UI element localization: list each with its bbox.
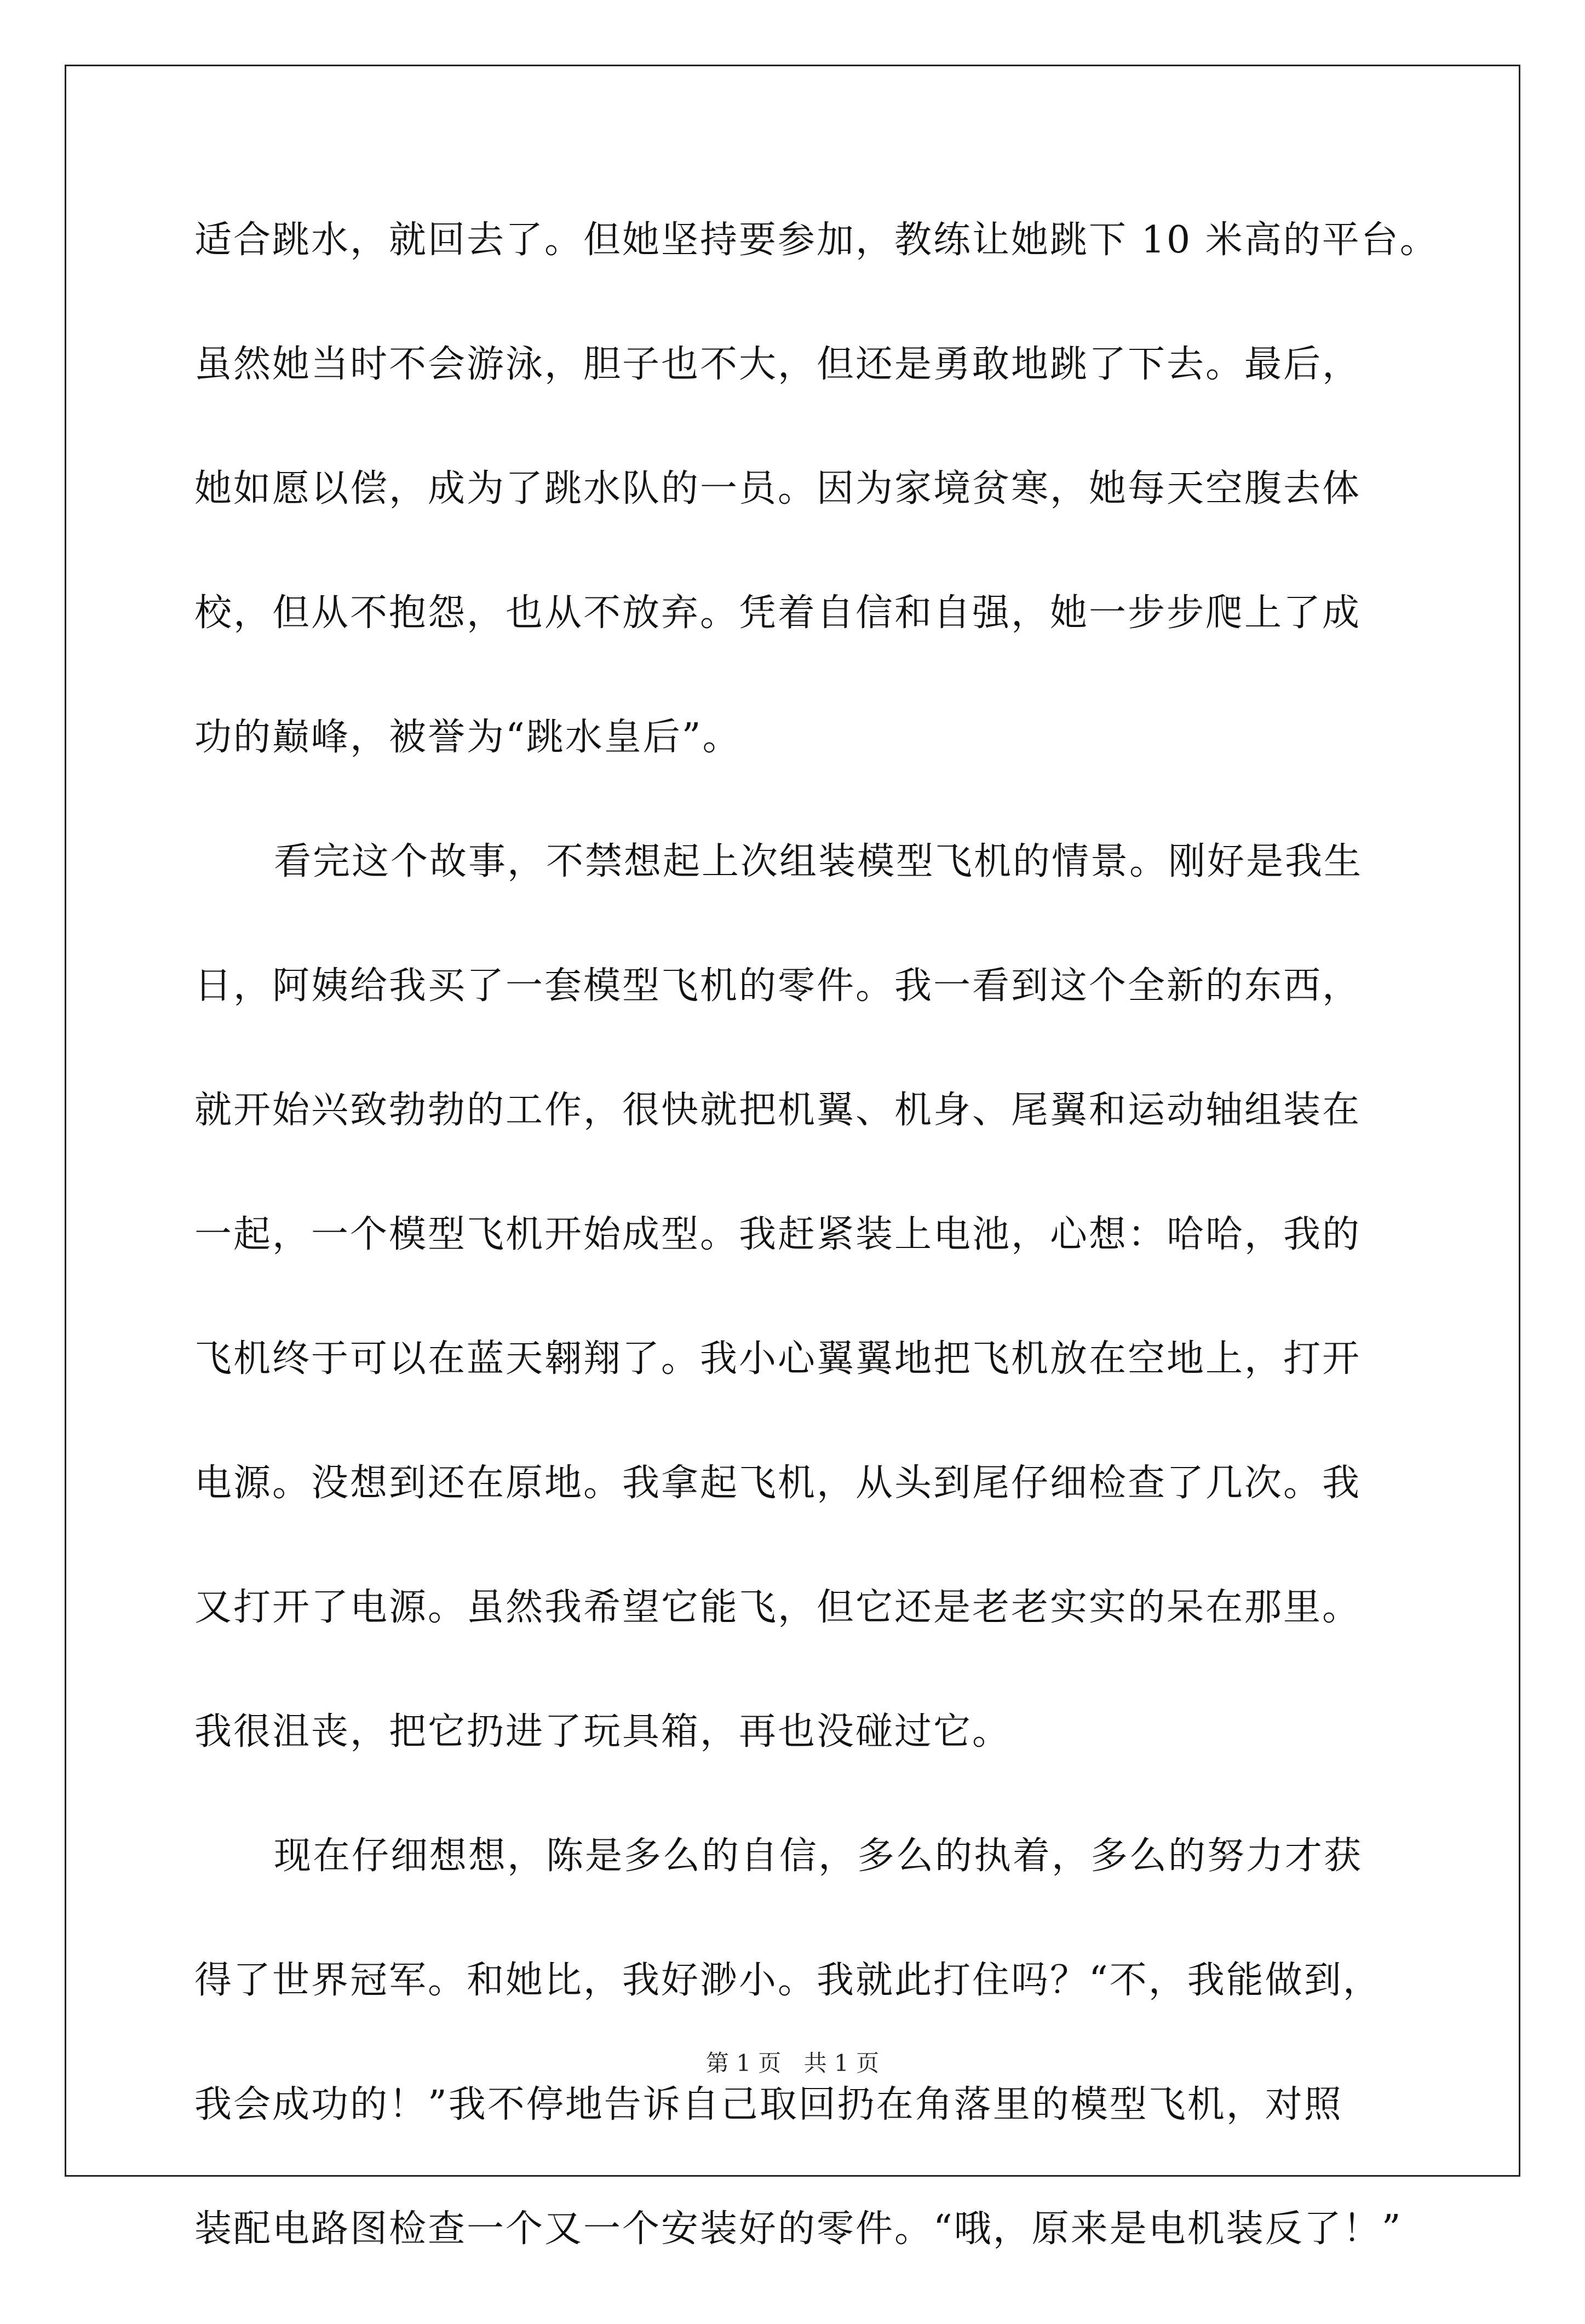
- text-line: 得了世界冠军。和她比，我好渺小。我就此打住吗？“不，我能做到，: [194, 1959, 1382, 2002]
- text-line: 就开始兴致勃勃的工作，很快就把机翼、机身、尾翼和运动轴组装在: [194, 1089, 1362, 1132]
- text-line: 校，但从不抱怨，也从不放弃。凭着自信和自强，她一步步爬上了成: [194, 591, 1362, 635]
- text-line: 我会成功的！”我不停地告诉自己取回扔在角落里的模型飞机，对照: [194, 2083, 1343, 2126]
- paragraph-first-line: 现在仔细想想，陈是多么的自信，多么的执着，多么的努力才获: [274, 1834, 1363, 1878]
- text-line: 电源。没想到还在原地。我拿起飞机，从头到尾仔细检查了几次。我: [194, 1462, 1362, 1505]
- text-line: 适合跳水，就回去了。但她坚持要参加，教练让她跳下 10 米高的平台。: [194, 218, 1439, 262]
- text-line: 她如愿以偿，成为了跳水队的一员。因为家境贫寒，她每天空腹去体: [194, 467, 1362, 510]
- paragraph-first-line: 看完这个故事，不禁想起上次组装模型飞机的情景。刚好是我生: [274, 840, 1363, 883]
- document-body: [194, 211, 1439, 2324]
- text-line: 装配电路图检查一个又一个安装好的零件。“哦，原来是电机装反了！”: [194, 2207, 1403, 2251]
- text-line: 又打开了电源。虽然我希望它能飞，但它还是老老实实的呆在那里。: [194, 1586, 1362, 1629]
- text-line: 虽然她当时不会游泳，胆子也不大，但还是勇敢地跳了下去。最后，: [194, 343, 1362, 386]
- text-line: 我很沮丧，把它扔进了玩具箱，再也没碰过它。: [194, 1710, 1012, 1753]
- text-line: 功的巅峰，被誉为“跳水皇后”。: [194, 716, 742, 759]
- text-line: 一起，一个模型飞机开始成型。我赶紧装上电池，心想：哈哈，我的: [194, 1213, 1362, 1256]
- page-footer: [0, 2045, 1585, 2078]
- text-line: 日，阿姨给我买了一套模型飞机的零件。我一看到这个全新的东西，: [194, 964, 1362, 1008]
- page-total: 共 1 页: [803, 2050, 880, 2076]
- page-number: 第 1 页: [705, 2050, 782, 2076]
- text-line: 飞机终于可以在蓝天翱翔了。我小心翼翼地把飞机放在空地上，打开: [194, 1337, 1362, 1380]
